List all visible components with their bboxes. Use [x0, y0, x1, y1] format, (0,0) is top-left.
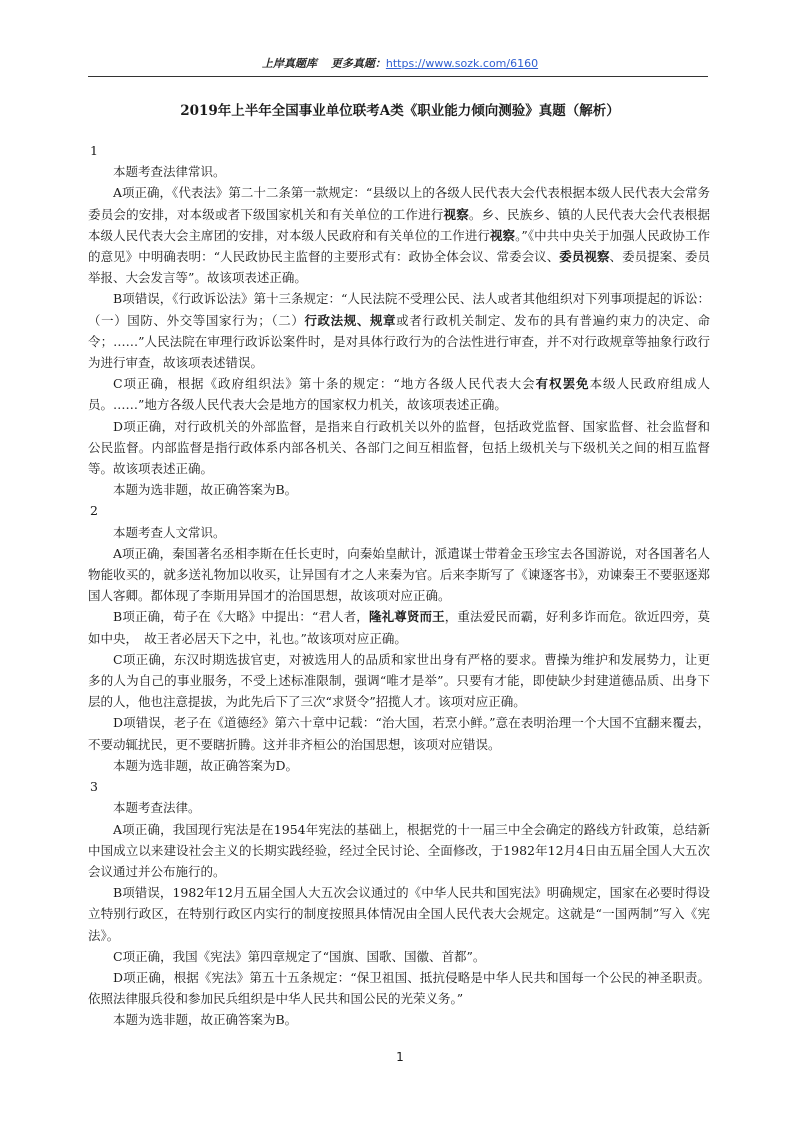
emphasis: 委员视察 — [559, 249, 610, 265]
option-b-explanation — [88, 288, 710, 373]
text-span: ，重法爱民而霸，好利多诈而危。欲近四旁，莫如中央， 故王者必居天下之中，礼也。”故该项对应正确。 — [88, 609, 710, 646]
text-span: B项错误，《行政诉讼法》第十三条规定：“人民法院不受理公民、法人或者其他组织对下列事项提起的诉讼：（一）国防、外交等国家行为；（二） — [88, 291, 710, 328]
answer-line: 本题为选非题，故正确答案为B。 — [113, 1012, 298, 1028]
emphasis: 视察 — [489, 227, 516, 243]
text-span: C项正确，根据《政府组织法》第十条的规定：“地方各级人民代表大会 — [113, 376, 536, 392]
document-body — [88, 140, 710, 1031]
page-number: 1 — [396, 1050, 404, 1064]
question-number: 3 — [90, 779, 98, 795]
text-span: A项正确，《代表法》第二十二条第一款规定：“县级以上的各级人民代表大会代表根据本级人民代表大会常务委员会的安排，对本级或者下级国家机关和有关单位的工作进行 — [88, 185, 710, 222]
question-intro: 本题考查法律常识。 — [113, 164, 226, 180]
answer-line: 本题为选非题，故正确答案为D。 — [113, 757, 299, 773]
option-d-explanation: D项错误，老子在《道德经》第六十章中记载：“治大国，若烹小鲜。”意在表明治理一个大国不宜翻来覆去，不要动辄扰民，更不要瞎折腾。这并非齐桓公的治国思想，该项对应错误。 — [88, 715, 710, 752]
text-span: 。”《中共中央关于加强人民政协工作的意见》中明确表明：“人民政协民主监督的主要形式有：政协全体会议、常委会议、 — [88, 227, 710, 265]
option-c-explanation: C项正确，东汉时期选拔官吏，对被选用人的品质和家世出身有严格的要求。曹操为维护和发展势力，让更多的人为自己的事业服务，不受上述标准限制，强调“唯才是举”。只要有才能，即使缺少封建道德品质、出身下层的人，他也注意提拔，为此先后下了三次“求贤令”招揽人才。该项对应正确。 — [88, 651, 710, 710]
option-c-explanation: C项正确，我国《宪法》第四章规定了“国旗、国歌、国徽、首都”。 — [113, 948, 486, 964]
header-more-label: 更多真题： — [330, 57, 386, 70]
answer-line: 本题为选非题，故正确答案为B。 — [113, 482, 298, 498]
text-span: 本级人民政府组成人员。……”地方各级人民代表大会是地方的国家权力机关，故该项表述正确。 — [88, 376, 710, 413]
document-title: 2019年上半年全国事业单位联考A类《职业能力倾向测验》真题（解析） — [180, 103, 620, 119]
header-divider — [88, 76, 708, 77]
option-d-explanation: D项正确，对行政机关的外部监督，是指来自行政机关以外的监督，包括政党监督、国家监督、社会监督和公民监督。内部监督是指行政体系内部各机关、各部门之间互相监督，包括上级机关与下级机关之间的相互监督等。故该项表述正确。 — [88, 418, 710, 477]
text-span: B项正确，荀子在《大略》中提出：“君人者， — [113, 609, 369, 625]
question-number: 2 — [90, 503, 98, 519]
page-header — [0, 55, 800, 71]
option-d-explanation: D项正确，根据《宪法》第五十五条规定：“保卫祖国、抵抗侵略是中华人民共和国每一个公民的神圣职责。依照法律服兵役和参加民兵组织是中华人民共和国公民的光荣义务。” — [88, 969, 710, 1007]
header-label: 上岸真题库 — [261, 57, 317, 70]
question-intro: 本题考查法律。 — [113, 800, 201, 816]
text-span: 。乡、民族乡、镇的人民代表大会代表根据本级人民代表大会主席团的安排，对本级人民政府和有关单位的工作进行 — [88, 206, 710, 243]
question-intro: 本题考查人文常识。 — [113, 524, 226, 540]
text-span: 、委员提案、委员举报、大会发言等”。故该项表述正确。 — [88, 249, 710, 286]
option-a-explanation — [88, 182, 710, 288]
option-a-explanation: A项正确，我国现行宪法是在1954年宪法的基础上，根据党的十一届三中全会确定的路线方针政策，总结新中国成立以来建设社会主义的长期实践经验，经过全民讨论、全面修改，于1982年12月4日由五届全国人大五次会议通过并公布施行的。 — [88, 821, 710, 879]
emphasis: 隆礼尊贤而王 — [368, 609, 445, 625]
question-number: 1 — [90, 143, 98, 158]
emphasis: 视察 — [443, 206, 469, 222]
text-span: 或者行政机关制定、发布的具有普遍约束力的决定、命令；……”人民法院在审理行政诉讼案件时，是对具体行政行为的合法性进行审查，并不对行政规章等抽象行政行为进行审查，故该项表述错误。 — [88, 312, 710, 371]
option-b-explanation: B项错误，1982年12月五届全国人大五次会议通过的《中华人民共和国宪法》明确规定，国家在必要时得设立特别行政区，在特别行政区内实行的制度按照具体情况由全国人民代表大会规定。这就是“一国两制”写入《宪法》。 — [88, 885, 710, 943]
emphasis: 行政法规、规章 — [304, 312, 397, 328]
header-link[interactable]: https://www.sozk.com/6160 — [385, 57, 539, 70]
emphasis: 有权罢免 — [535, 376, 590, 392]
option-a-explanation: A项正确，秦国著名丞相李斯在任长吏时，向秦始皇献计，派遣谋士带着金玉珍宝去各国游说，对各国著名人物能收买的，就多送礼物加以收买，让异国有才之人来秦为官。后来李斯写了《谏逐客书》，劝谏秦王不要驱逐郑国人客卿。都体现了李斯用异国才的治国思想，故该项对应正确。 — [88, 545, 710, 604]
option-c-explanation — [88, 373, 710, 415]
option-b-explanation — [88, 606, 710, 648]
